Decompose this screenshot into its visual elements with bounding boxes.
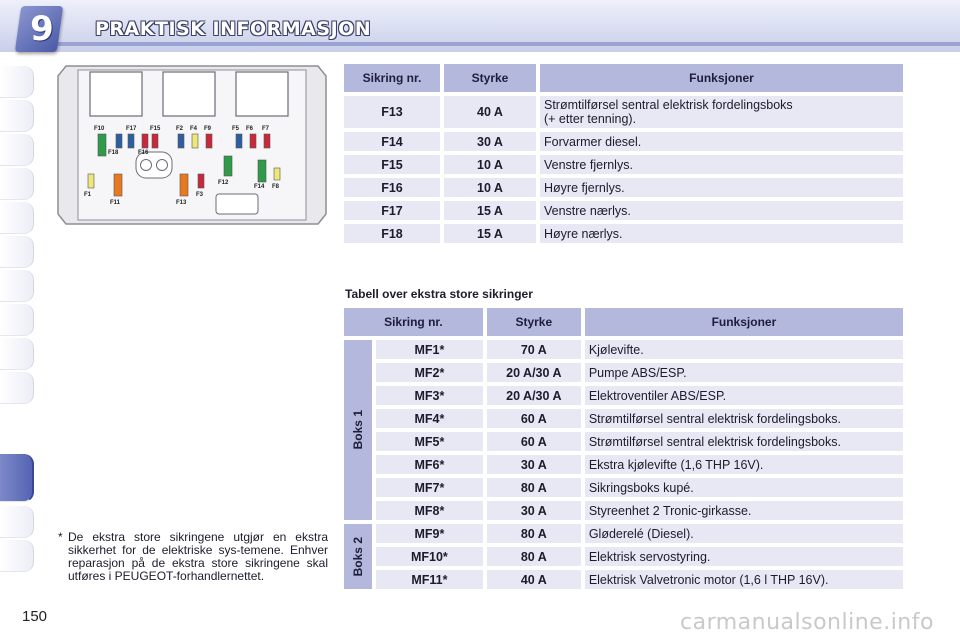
fuse-label-f16: F16 <box>138 150 149 156</box>
fuse-funksjon: Høyre fjernlys. <box>540 178 903 197</box>
chapter-tab-3[interactable] <box>0 134 34 166</box>
page-number: 150 <box>22 608 48 625</box>
fuse-funksjon: Elektroventiler ABS/ESP. <box>585 386 903 405</box>
footnote-text: De ekstra store sikringene utgjør en ekstra sikkerhet for de elektriske sys-temene. Enhver reparasjon på de ekstra store sikringene skal utføres i PEUGEOT-forhandlernettet. <box>68 530 328 583</box>
fuse-f5 <box>236 134 242 148</box>
table-row <box>344 524 903 543</box>
relay-slot-1 <box>90 72 142 116</box>
relay-slot-3 <box>236 72 288 116</box>
chapter-tab-6[interactable] <box>0 236 34 268</box>
fuse-label-f1: F1 <box>84 192 92 198</box>
fuse-styrke: 10 A <box>444 178 536 197</box>
fuse-f4 <box>192 134 198 148</box>
table-row <box>344 501 903 520</box>
table-row <box>344 409 903 428</box>
fuse-label-f11: F11 <box>110 200 121 206</box>
fuse-nr: MF7* <box>376 478 483 497</box>
fuse-styrke: 80 A <box>487 547 581 566</box>
fuse-label-f7: F7 <box>262 126 270 132</box>
fuse-styrke: 30 A <box>444 132 536 151</box>
fuse-nr: MF11* <box>376 570 483 589</box>
footnote-marker: * <box>58 530 63 544</box>
fuse-styrke: 60 A <box>487 409 581 428</box>
fuse-nr: MF6* <box>376 455 483 474</box>
fuse-f15 <box>142 134 148 148</box>
fuse-nr: F15 <box>344 155 440 174</box>
col-header-nr: Sikring nr. <box>344 308 483 336</box>
fuse-funksjon: Strømtilførsel sentral elektrisk fordelingsboks. <box>585 432 903 451</box>
chapter-tab-10[interactable] <box>0 372 34 404</box>
fuse-f2 <box>178 134 184 148</box>
table-row <box>344 386 903 405</box>
table-row <box>344 96 903 128</box>
table-caption: Tabell over ekstra store sikringer <box>345 287 533 301</box>
fuse-f14 <box>258 160 266 182</box>
fuse-f16 <box>152 134 158 148</box>
fuse-nr: F13 <box>344 96 440 128</box>
fuse-styrke: 40 A <box>487 570 581 589</box>
col-header-styrke: Styrke <box>444 64 536 92</box>
chapter-tab-7[interactable] <box>0 270 34 302</box>
fuse-nr: MF9* <box>376 524 483 543</box>
fuse-styrke: 80 A <box>487 478 581 497</box>
fuse-nr: MF1* <box>376 340 483 359</box>
chapter-tab-1[interactable] <box>0 66 34 98</box>
fuse-label-f2: F2 <box>176 126 184 132</box>
chapter-tab-9[interactable] <box>0 338 34 370</box>
fuse-nr: MF4* <box>376 409 483 428</box>
fuse-funksjon: Kjølevifte. <box>585 340 903 359</box>
relay-slot-2 <box>163 72 215 116</box>
fuse-nr: MF5* <box>376 432 483 451</box>
fuse-styrke: 20 A/30 A <box>487 386 581 405</box>
fuse-funksjon: Pumpe ABS/ESP. <box>585 363 903 382</box>
chapter-tab-8[interactable] <box>0 304 34 336</box>
table-row <box>344 570 903 589</box>
fuse-styrke: 15 A <box>444 201 536 220</box>
fuse-funksjon: Sikringsboks kupé. <box>585 478 903 497</box>
fuse-styrke: 20 A/30 A <box>487 363 581 382</box>
fuse-funksjon: Strømtilførsel sentral elektrisk fordelingsboks (+ etter tenning). <box>540 96 903 128</box>
fuse-label-f3: F3 <box>196 192 204 198</box>
group-label-boks-1: Boks 1 <box>344 340 372 520</box>
fuse-label-f4: F4 <box>190 126 198 132</box>
fuse-funksjon: Forvarmer diesel. <box>540 132 903 151</box>
table-row <box>344 132 903 151</box>
fuse-nr: MF8* <box>376 501 483 520</box>
fuse-f8 <box>274 168 280 180</box>
fuse-nr: MF2* <box>376 363 483 382</box>
fuse-table <box>340 60 907 247</box>
fuse-styrke: 10 A <box>444 155 536 174</box>
fuse-nr: MF10* <box>376 547 483 566</box>
fuse-label-f9: F9 <box>204 126 212 132</box>
table-row <box>344 455 903 474</box>
table-row <box>344 201 903 220</box>
fuse-nr: F14 <box>344 132 440 151</box>
chapter-number: 9 <box>30 9 54 49</box>
fuse-f1 <box>88 174 94 188</box>
fuse-f18 <box>128 134 134 148</box>
chapter-tab-2[interactable] <box>0 100 34 132</box>
col-header-funksjoner: Funksjoner <box>540 64 903 92</box>
fuse-styrke: 60 A <box>487 432 581 451</box>
fuse-funksjon: Styreenhet 2 Tronic-girkasse. <box>585 501 903 520</box>
chapter-tab-4[interactable] <box>0 168 34 200</box>
footnote <box>58 531 328 583</box>
fuse-f17 <box>116 134 122 148</box>
chapter-tab-5[interactable] <box>0 202 34 234</box>
fuse-styrke: 70 A <box>487 340 581 359</box>
table-row <box>344 340 903 359</box>
fuse-f7 <box>264 134 270 148</box>
fuse-box-diagram <box>56 64 328 226</box>
chapter-tab-13[interactable] <box>0 540 34 572</box>
fuse-f13 <box>180 174 188 196</box>
fuse-label-f12: F12 <box>218 180 229 186</box>
fuse-label-f6: F6 <box>246 126 254 132</box>
fuse-label-f8: F8 <box>272 184 280 190</box>
fuse-funksjon: Venstre fjernlys. <box>540 155 903 174</box>
fuse-funksjon: Strømtilførsel sentral elektrisk fordelingsboks. <box>585 409 903 428</box>
header-rule <box>55 42 960 46</box>
table-row <box>344 224 903 243</box>
table-row <box>344 155 903 174</box>
chapter-tabs <box>0 66 34 576</box>
fuse-funksjon: Gløderelé (Diesel). <box>585 524 903 543</box>
fuse-styrke: 40 A <box>444 96 536 128</box>
fuse-f9 <box>206 134 212 148</box>
fuse-funksjon: Venstre nærlys. <box>540 201 903 220</box>
fuse-nr: F17 <box>344 201 440 220</box>
fuse-label-f14: F14 <box>254 184 265 190</box>
fuse-f12 <box>224 156 232 176</box>
group-label-boks-2: Boks 2 <box>344 524 372 589</box>
col-header-funksjoner: Funksjoner <box>585 308 903 336</box>
fuse-styrke: 30 A <box>487 501 581 520</box>
col-header-styrke: Styrke <box>487 308 581 336</box>
fuse-funksjon: Ekstra kjølevifte (1,6 THP 16V). <box>585 455 903 474</box>
watermark: carmanualsonline.info <box>680 610 934 635</box>
table-row <box>344 363 903 382</box>
table-row <box>344 547 903 566</box>
fuse-f6 <box>250 134 256 148</box>
fuse-funksjon: Elektrisk servostyring. <box>585 547 903 566</box>
fuse-nr: F16 <box>344 178 440 197</box>
chapter-tab-12[interactable] <box>0 506 34 538</box>
fuse-styrke: 30 A <box>487 455 581 474</box>
fuse-label-f17: F17 <box>126 126 137 132</box>
table-row <box>344 478 903 497</box>
table-row <box>344 432 903 451</box>
connector-slot <box>216 194 258 214</box>
chapter-tab-active[interactable] <box>0 454 34 502</box>
page-title: PRAKTISK INFORMASJON <box>95 18 372 40</box>
fuse-f11 <box>114 174 122 196</box>
fuse-funksjon: Høyre nærlys. <box>540 224 903 243</box>
fuse-label-f18: F18 <box>108 150 119 156</box>
maxi-fuse-table <box>340 304 907 593</box>
col-header-nr: Sikring nr. <box>344 64 440 92</box>
fuse-label-f15: F15 <box>150 126 161 132</box>
fuse-nr: MF3* <box>376 386 483 405</box>
table-row <box>344 178 903 197</box>
fuse-styrke: 80 A <box>487 524 581 543</box>
fuse-label-f13: F13 <box>176 200 187 206</box>
fuse-f10 <box>98 134 106 156</box>
fuse-nr: F18 <box>344 224 440 243</box>
fuse-styrke: 15 A <box>444 224 536 243</box>
fuse-label-f5: F5 <box>232 126 240 132</box>
fuse-label-f10: F10 <box>94 126 105 132</box>
fuse-funksjon: Elektrisk Valvetronic motor (1,6 l THP 16V). <box>585 570 903 589</box>
fuse-f3 <box>198 174 204 188</box>
